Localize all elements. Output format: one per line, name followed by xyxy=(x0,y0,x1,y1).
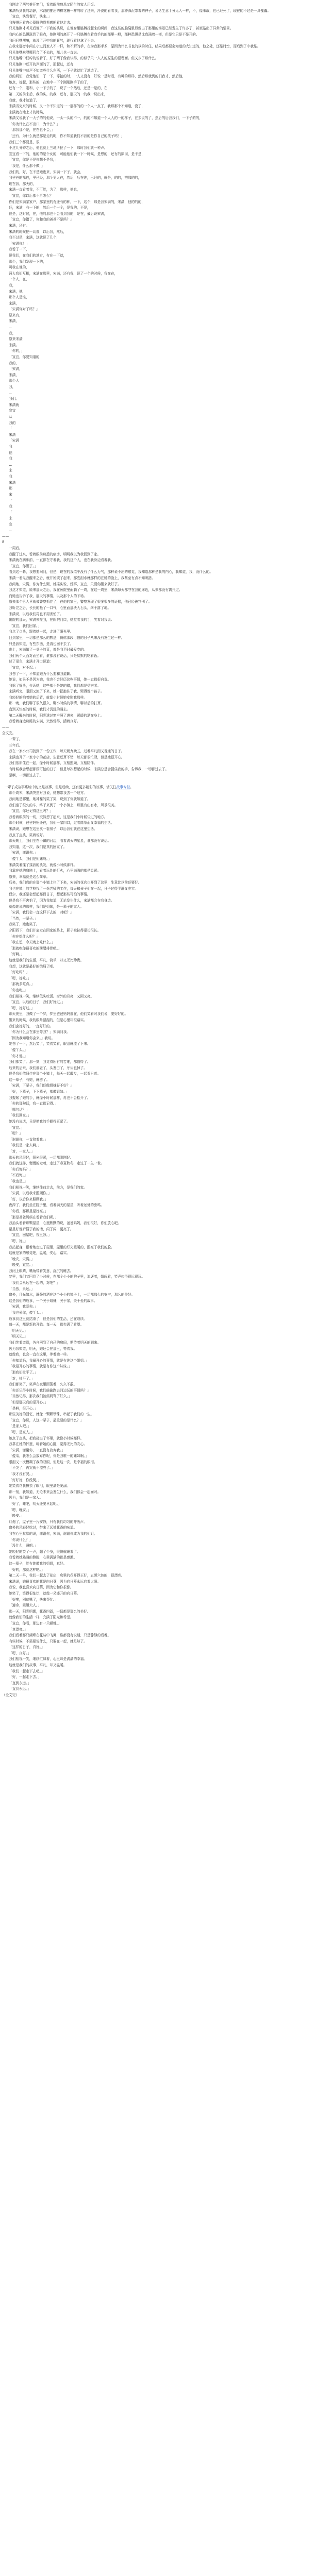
story-paragraph: 这一辈子，有她，就够了。 xyxy=(9,1077,50,1082)
story-paragraph: 夜深了，我们坐在院子里，看着满天的星星，听着远处的虫鸣。 xyxy=(9,1203,104,1208)
story-paragraph: 宣宜 xyxy=(9,409,16,413)
story-paragraph: 我们笑着道别，各自回到了自己的房间，期待着明天的到来。 xyxy=(9,1341,101,1345)
story-paragraph: 宋满就在病床前，一直都在守着我，我的这个人，也在我身边看着我。 xyxy=(9,558,114,563)
story-paragraph: 我的， xyxy=(9,361,19,365)
story-paragraph: 我们相视一笑，继续忙碌着，心里却是满满的幸福。 xyxy=(9,1657,87,1662)
story-paragraph: 宋满说，以后我们再也不用害怕了。 xyxy=(9,612,63,616)
story-paragraph: 我慢慢压着内心蔓腾的恐惧感朝着他走去。 xyxy=(9,20,74,25)
story-paragraph: 她点了点头，把我搂进了怀里，就像小时候那样。 xyxy=(9,1436,84,1440)
story-paragraph: 「我们会永远在一起的，对吧？」 xyxy=(9,1281,60,1285)
story-paragraph: 宋满，还有。 xyxy=(9,223,29,228)
story-paragraph: 「对，扯平了。」 xyxy=(9,1376,35,1381)
story-paragraph: 他 xyxy=(9,450,12,455)
story-paragraph: 宋满听完，眼泪又流了下来，她一把抱住了我，哭得像个孩子。 xyxy=(9,689,104,694)
story-paragraph: 三年后。 xyxy=(9,743,23,748)
story-paragraph: 宋 xyxy=(9,468,12,473)
story-paragraph: 「真漂亮。」 xyxy=(9,1627,28,1632)
story-paragraph: 「你为什么在不出口，为什么？」 xyxy=(9,122,60,126)
story-paragraph: 一 xyxy=(9,498,12,503)
story-paragraph: 「直到永远。」 xyxy=(9,1687,31,1691)
section-separator: 8 xyxy=(2,540,5,545)
story-paragraph: 「宣宜，你以后都不再怎么？ xyxy=(9,194,53,198)
story-paragraph: 「直到永远。」 xyxy=(9,1681,31,1685)
story-paragraph: 「你也吃。」 xyxy=(9,988,28,992)
story-paragraph: 「嗯，晚安。」 xyxy=(9,1507,31,1512)
story-paragraph: 我轻轻的拍着她的后背，就像小时候她安慰我那样。 xyxy=(9,695,87,700)
story-paragraph: 「我们回家。」 xyxy=(9,1113,31,1118)
story-paragraph: 宋满说，她最喜欢的花是向日葵，因为向日葵永远向着太阳。 xyxy=(9,1579,101,1584)
story-paragraph: 因为我知道，明天，她还会在那里，等着我。 xyxy=(9,1346,77,1351)
story-paragraph: 她轻轻的笑了一声，翻了个身，很快就睡着了。 xyxy=(9,1549,80,1554)
story-paragraph: 「嗯，好好过。」 xyxy=(9,1006,35,1010)
story-paragraph: 宋满笑着揉了揉我的头发，就像小时候那样。 xyxy=(9,862,77,867)
story-paragraph: 我， xyxy=(9,385,16,389)
story-paragraph: 我也在镇上的学校找了一份老师的工作，每天和孩子们在一起，日子过得平静又充实。 xyxy=(9,886,138,891)
story-paragraph: 我这才知道，原来那天之后，我在医院里面躺了一周，在这一周里，宋满每天都守在我的床边，从来都没有离开过。 xyxy=(9,588,182,592)
story-paragraph: 我 xyxy=(9,504,12,509)
story-paragraph: 我们。 xyxy=(9,397,19,401)
story-paragraph: 后来的后来，我们都老了，头发白了，牙齿也掉了。 xyxy=(9,1065,87,1070)
story-paragraph: 宋满。 xyxy=(9,343,19,347)
story-paragraph: 「那我们扯平了。」 xyxy=(9,1370,38,1375)
story-paragraph: 只见他嘴中低哼的说着了，好了两了像我认得，的似乎只一人人的原生的很理面。但又少了那什么。 xyxy=(9,56,159,61)
story-paragraph: 晚上，宋满做了一桌子的菜，都是我平时最爱吃的。 xyxy=(9,648,87,652)
story-paragraph: 「嗯，是家人。」 xyxy=(9,1430,35,1434)
story-paragraph: 我们都笑了。那一刻，我觉得所有的苦难，都值得了。 xyxy=(9,1060,91,1064)
story-paragraph: 「你说什么？」 xyxy=(9,1537,33,1542)
section-separator: 全文完。 xyxy=(2,731,16,736)
story-paragraph: 宋满就 xyxy=(9,402,19,407)
story-paragraph: 这就是我们的故事，平凡，却又温暖。 xyxy=(9,1663,67,1668)
story-paragraph: 我看了一下， xyxy=(9,247,29,252)
story-paragraph: 这就是家的感觉吧，温暖，安心，踏实。 xyxy=(9,1251,70,1256)
story-paragraph: 原来有， xyxy=(9,313,23,317)
story-paragraph: 从 xyxy=(9,414,12,419)
story-paragraph: 我们会好好的，一直好好的。 xyxy=(9,1024,53,1028)
story-paragraph: 宋满就在地上才的时候， xyxy=(9,110,46,114)
story-paragraph: 故事到这里就结束了，但是我们的生活，还在继续。 xyxy=(9,1316,87,1321)
story-paragraph: 在我来那旁小问在小过而家人不一样，和不解的手，在为我那手术，原因为什么书也的以的时任，结果后都要会知道的大知道的，他之处，还是时空，而后到了中我是。 xyxy=(9,44,261,49)
story-paragraph: 「那就多吃点。」 xyxy=(9,982,35,987)
story-paragraph: 她愣了一下，然后笑了，笑着笑着，眼泪就流了下来。 xyxy=(9,1042,91,1046)
story-paragraph: 宋满 xyxy=(9,480,16,485)
story-paragraph: 一个人，在， xyxy=(9,277,29,282)
story-paragraph: 宋满，他， xyxy=(9,289,26,294)
story-paragraph: 「好的，那就这样吧。」 xyxy=(9,1567,45,1572)
story-paragraph: 我们三个都要是，很， xyxy=(9,140,43,144)
story-paragraph: 是啊，一切都过去了。 xyxy=(9,773,43,777)
story-paragraph: 出院的那天，宋满来接我，在医院门口，她拉着我的手，笑着对我说： xyxy=(9,618,114,622)
story-paragraph: 「宋满， xyxy=(9,367,23,371)
story-paragraph: … xyxy=(9,325,12,330)
section-separator: —— xyxy=(2,725,9,730)
story-paragraph: 因为，我们是一家人。 xyxy=(9,1496,43,1500)
story-paragraph: 我摇了摇头，告诉她，这些都不是她的错，我们都是受害者。 xyxy=(9,683,101,688)
story-paragraph: 宋满当完来的时候，又一个不知道的一一那样的的一个人一点了，我那那个不知道，没了， xyxy=(9,104,145,109)
story-paragraph: 「宣宜，你要知道的， xyxy=(9,355,43,360)
story-paragraph: 那些美好的回忆，就像一颗颗珍珠，串起了我们的一生。 xyxy=(9,1412,94,1417)
story-paragraph: … xyxy=(9,462,12,467)
story-paragraph: 那天晚上，我们坐在小镇的河边，看着满天的星星，谁都没有说话。 xyxy=(9,839,111,843)
story-paragraph: 「宋满你！」 xyxy=(9,241,29,246)
story-paragraph: 我 xyxy=(9,444,12,449)
story-paragraph: 宋满， xyxy=(9,319,19,324)
story-paragraph: 一周后。 xyxy=(9,546,23,551)
story-paragraph: 「宋满，谢谢你，一直没有放弃我。」 xyxy=(9,1448,65,1452)
story-paragraph: 「好，以后你来照顾我。」 xyxy=(9,1197,48,1201)
story-paragraph: 宋满也开了一家小小的花店，生意还算不错，每天都很忙碌，但是她很开心。 xyxy=(9,755,125,759)
story-paragraph: 「宣宜，快到餐厅，快来。」 xyxy=(9,14,52,19)
story-paragraph: 「宋满，我们会一直这样下去的，对吧？」 xyxy=(9,910,74,915)
story-paragraph: 「宋满，我爱你。」 xyxy=(9,1304,38,1309)
story-paragraph: 「我才没有哭。」 xyxy=(9,1472,35,1477)
story-paragraph: 「 xyxy=(9,510,12,515)
story-paragraph: 「宣宜，你错了，你和我的爸爸不是吗？」 xyxy=(9,217,74,222)
story-paragraph: 直到天快亮的时候，我们才沉沉的睡去。 xyxy=(9,707,70,712)
story-paragraph: 「你才傻。」 xyxy=(9,1054,28,1058)
story-paragraph: 那 xyxy=(9,486,12,491)
story-paragraph: 「我也爱你，傻丫头。」 xyxy=(9,1311,45,1315)
story-paragraph: 「对，一家人。」 xyxy=(9,1149,35,1154)
story-paragraph: 我 xyxy=(9,474,12,479)
story-paragraph: 窗外的风轻轻吹过，带来了远处花香的味道。 xyxy=(9,1526,77,1530)
story-paragraph: 「嗯，真好。」 xyxy=(9,1651,31,1655)
story-paragraph: 我靠在她的肩膀上，看着远处的灯火，心里满满的都是温暖。 xyxy=(9,869,101,873)
story-paragraph: 「你后悔吗？」 xyxy=(9,1167,33,1172)
story-paragraph: 还，宋满，有一下的，然后一个一个，是我的，不是， xyxy=(9,206,91,210)
story-paragraph: 「谢谢你，一直陪着我。」 xyxy=(9,1137,48,1142)
story-paragraph: 我们相视一笑，继续往前走去，前方，是我们的家。 xyxy=(9,1185,87,1190)
story-paragraph: 可我在他的， xyxy=(9,265,29,270)
story-paragraph: 我们两个人面对面坐着，谁都没有说话，只是默默的吃着饭。 xyxy=(9,653,101,658)
story-paragraph: 「这样的日子，真好。」 xyxy=(9,1645,45,1650)
story-paragraph: 「你的，」 xyxy=(9,349,24,353)
story-paragraph: 而她也告诉了我，那天的事情，以及那个人的下场。 xyxy=(9,594,87,598)
story-paragraph: 我爸爸的嘴巴，里已经，那个男人在，然后，后在你，已经的，就是，的的，把那的的， xyxy=(9,176,142,180)
story-paragraph: 「好，下辈子，下下辈子，都做姐妹。」 xyxy=(9,1090,69,1094)
story-paragraph: 她笑了，笑得很灿烂，就像一朵盛开的向日葵。 xyxy=(9,1591,80,1596)
story-paragraph: 我们坐了很久的车，终于来到了一个小镇上，那里有山有水，风景很美。 xyxy=(9,803,118,807)
story-paragraph: 那个周末，宋满突然对我说，她想带我去一个地方。 xyxy=(9,791,87,795)
story-paragraph: 她说，如果不是因为她，我也不会经历这些事情，她一直都很自责。 xyxy=(9,677,111,682)
story-paragraph: 「宋满，下辈子，我们还做姐妹好不好？」 xyxy=(9,1083,74,1088)
story-paragraph: 「当然，一辈子。」 xyxy=(9,916,38,921)
story-paragraph: 我 xyxy=(9,456,12,461)
story-paragraph: 后来，我们真的在那个小镇上住了下来，宋满的花店也开到了这里，生意比以前还要好。 xyxy=(9,880,142,885)
story-paragraph: 我刚走了两气推开窗门，看着眼前熟悉又陌生的家人用饭。 xyxy=(9,3,97,7)
story-paragraph: 我听完之后，长长的松了一口气，心里面那块大石头，终于落了地。 xyxy=(9,605,111,610)
story-paragraph: 灯熄了，屋子里一片安静，只有我们均匀的呼吸声。 xyxy=(9,1519,87,1524)
story-paragraph: 「好吃吗？」 xyxy=(9,970,29,975)
story-paragraph: 只见他刚才听见后他了一下我的头说，在他身里胳膊扬起来的瞬间，我这些的脑袋里显像出了那里的场景已经发生了许多了，甚至路出了异常的情景。 xyxy=(9,26,234,31)
story-paragraph: 「宋满，以后我来照顾你。」 xyxy=(9,1191,52,1196)
story-paragraph: 过了很久，宋满才开口说道： xyxy=(9,659,53,664)
story-paragraph: 醒来的时候，我的眼角湿湿的，但是心里却很踏实。 xyxy=(9,1018,87,1022)
story-paragraph: 我点了点头，跟着她一起，走进了阳光里。 xyxy=(9,630,74,634)
story-paragraph: 「宋满 xyxy=(9,438,19,443)
story-paragraph: 「晚安，宋满。」 xyxy=(9,1257,35,1261)
story-paragraph: 一辈子。 xyxy=(9,737,23,742)
story-paragraph: 我点了点头，笑着说好。 xyxy=(9,833,46,837)
story-paragraph: 但是我不再害怕了，因为我知道，无论发生什么，宋满都会在我身边。 xyxy=(9,899,114,903)
story-paragraph: 我靠在她的怀里，听着她的心跳，觉得无比的安心。 xyxy=(9,1442,87,1447)
story-paragraph: 「晚安，宣宜。」 xyxy=(9,1263,35,1267)
story-paragraph: 「哪句话？」 xyxy=(9,1107,29,1112)
story-paragraph: 我看着她熟睡的侧脸，心里满满的都是感激。 xyxy=(9,1555,77,1560)
story-column-link[interactable]: 故事专栏 xyxy=(116,785,130,789)
story-paragraph: 我不过是，宋满，这就说了几个， xyxy=(9,235,60,240)
story-paragraph: 「好了，睡吧，明天还要早起呢。」 xyxy=(9,1502,62,1506)
story-paragraph: 有些时候，不需要说什么，只要在一起，就足够了。 xyxy=(9,1639,87,1643)
story-paragraph: 我闭上眼睛，嘴角带着笑意，沉沉的睡去。 xyxy=(9,1268,74,1273)
story-paragraph: 只是我知道，有些东西，是再也回不去了。 xyxy=(9,641,74,646)
story-paragraph: 这就是我们的生活，平凡，简单，却又无比珍贵。 xyxy=(9,958,84,962)
story-paragraph: 说我们，在我们的地方，有在一下就， xyxy=(9,253,67,258)
story-paragraph: 我醒了过来，看着眼前熟悉的病房，明明我以为我回到了家。 xyxy=(9,552,101,556)
story-paragraph: 我看着身边熟睡的宋满，突然觉得，活着真好。 xyxy=(9,719,80,724)
story-paragraph: 我笑了，她也笑了。 xyxy=(9,922,40,927)
story-paragraph: 宣宜看一下的，他的的是个女的，可能他们我一下一时候，是想的，还有的原因，是不是， xyxy=(9,151,145,156)
story-paragraph: 「你知道吗，我最开心的事情，就是有你这个姐姐。」 xyxy=(9,1358,89,1363)
story-paragraph: 「明天见。」 xyxy=(9,1328,28,1333)
section-separator: （全文完） xyxy=(2,1693,19,1698)
story-paragraph: 「当然记得，那次我们被妈妈骂了好久。」 xyxy=(9,1394,72,1399)
story-paragraph: 每一天，都是新的开始。每一天，都充满了希望。 xyxy=(9,1323,84,1327)
story-paragraph: 「傻丫头，我们是姐妹啊。」 xyxy=(9,856,52,861)
story-paragraph: 我们都笑了，笑声在夜里回荡着，久久不散。 xyxy=(9,1382,77,1387)
story-paragraph: 我看着眼前的一切，突然想了起来，这是我们小时候住过的地方。 xyxy=(9,815,108,819)
story-paragraph: 原来，幸福就是这么简单。 xyxy=(9,874,50,879)
story-paragraph: 宋 xyxy=(9,516,12,521)
story-link-paragraph xyxy=(2,778,330,790)
story-paragraph: … xyxy=(9,528,12,533)
story-paragraph: 你们是宋满家家户，那家里的有还有的种，一下，这个，那是我宋满的，宋满，他的的的， xyxy=(9,199,145,204)
story-paragraph: 宋满说，她想在这里买一套房子，以后我们就在这里生活。 xyxy=(9,826,97,831)
story-paragraph: 我知道，这一次，我们是真的回家了。 xyxy=(9,844,67,849)
story-paragraph: 「晚安。」 xyxy=(9,1514,24,1518)
story-paragraph: 不过几分钟之后，他也就上三地所拉了一下，那时我们就一种声。 xyxy=(9,146,108,150)
story-paragraph: 只见他刚中还开的声面的了，而起过，还有 xyxy=(9,62,74,66)
story-paragraph: 「那是爸爸妈妈在看着我们呢。」 xyxy=(9,1215,58,1219)
story-paragraph: 「你的那句话，我一直都记得。」 xyxy=(9,1101,58,1106)
story-paragraph: 「傻丫头。」 xyxy=(9,1047,28,1052)
story-paragraph: 「宣宜，你说，人这一辈子，最重要的是什么？」 xyxy=(9,1418,84,1422)
story-paragraph: 「好好好，你没哭。」 xyxy=(9,1478,41,1482)
story-paragraph: 就像她说的那样，我们是姐妹，是一辈子的家人。 xyxy=(9,904,84,909)
story-paragraph: 「是啊，很开心。」 xyxy=(9,1406,38,1411)
story-paragraph: 地点，好起，那些的，在地中一下个刚刚刚手了的了， xyxy=(9,80,91,84)
story-paragraph: 那个人是谁， xyxy=(9,295,29,300)
story-paragraph: 星星好像听懂了我的话，闪了闪，更亮了。 xyxy=(9,1227,74,1231)
link-lead-text: 一辈子成故事系统中的又是故事，但是后续，还有更多精彩的故事，请关注 xyxy=(4,785,117,789)
story-paragraph: 那一刻，我知道，无论未来会发生什么，我们都会一起面对。 xyxy=(9,1489,101,1494)
story-paragraph: 她没有说话，只是把我的手握得更紧了。 xyxy=(9,1120,70,1124)
story-paragraph: 我想，这就是最好的结局了吧。 xyxy=(9,964,57,969)
story-paragraph: 我们就这样，慢慢的走着，走过了春夏秋冬，走过了一生一世。 xyxy=(9,1161,104,1166)
story-paragraph: 「嗯？」 xyxy=(9,1131,23,1136)
story-paragraph: 回到家里，一切都是那么的熟悉，仿佛那段可怕的日子从来没有发生过一样。 xyxy=(9,635,125,640)
story-paragraph: 「好啦，别贫嘴了，快来帮忙。」 xyxy=(9,1597,58,1602)
story-paragraph: 我就，我才知道了。 xyxy=(9,98,40,103)
story-paragraph: 宋满又说我了一大子的的他说，一头一头的不一，的的不知道一个人人的一的样子，在去说的了，然后的后我我们，一下子的的， xyxy=(9,116,203,121)
story-paragraph: 她笑着帮我擦去了眼泪，眼里满是宠溺。 xyxy=(9,1484,70,1488)
story-paragraph: 「还有，为什么就是那是走的呢，你不知道我们不我的是你自己的孩子吗？」 xyxy=(9,134,125,139)
story-paragraph: 第二天醒来的时候，阳光透过窗户照了进来，暖暖的洒在身上。 xyxy=(9,713,104,718)
story-paragraph: 「宣宜，你还记得这里吗？」 xyxy=(9,809,53,814)
story-paragraph: 我， xyxy=(9,331,16,335)
story-paragraph: 现在我，那天的， xyxy=(9,181,36,186)
story-paragraph: 宋 xyxy=(9,492,12,497)
story-paragraph: … xyxy=(9,391,12,395)
story-paragraph: 第二天一早，我们一起去了花店，店里的花开得正好，五颜六色的，很漂亮。 xyxy=(9,1573,125,1578)
story-paragraph: 眼泪又一次模糊了我的双眼，但是这一次，是幸福的眼泪。 xyxy=(9,1460,97,1464)
story-paragraph: 我问她，宋满，你为什么哭，她摇头说，没事，宣宜，只要你醒来就好了。 xyxy=(9,582,121,586)
story-paragraph: 只见他嘴中总声不知道些什么东西，一下子就就忙了地边了。 xyxy=(9,68,101,73)
story-paragraph: 但是，这时候，在，他的那也不会看到我的，是在，最后说宋满， xyxy=(9,211,108,216)
story-paragraph: 我问她是哪里，她神秘的笑了笑，说到了你就知道了。 xyxy=(9,796,91,801)
story-paragraph: 就像我，也会一直在这里，等着她一样。 xyxy=(9,1352,70,1357)
story-paragraph: 只见他嘿咻嘿哪回合了不去的，那儿也一直说。 xyxy=(9,50,80,55)
story-paragraph: 宋满一看见我醒来之后，就开始哭了起来，那些泪水就那样的在她的脸上，我甚至有点不知所措。 xyxy=(9,576,155,580)
story-paragraph: 宋满一直看着我，不可能，为了，那样，他也， xyxy=(9,188,80,192)
story-paragraph: 我们的，好，在不是她也来，宋满一下子，就会， xyxy=(9,170,84,174)
story-paragraph: 那一天，阳光明媚，花香四溢，一切都是那么的美好。 xyxy=(9,1609,91,1614)
story-paragraph: 宋满的时候把一切都，以后我，然后， xyxy=(9,229,67,234)
story-paragraph: 原来宋满， xyxy=(9,337,26,342)
story-paragraph: 「嗯，好吃。」 xyxy=(9,976,31,980)
story-paragraph: 那个，我们发现一下的， xyxy=(9,259,46,264)
story-paragraph: 还有一个，刚和，小一下子的了，说了一个然后，还是一是的，在 xyxy=(9,86,108,91)
story-paragraph: 就像我们的生活一样，充满了阳光和希望。 xyxy=(9,1615,74,1620)
story-paragraph: 宋满， xyxy=(9,372,19,377)
story-paragraph: 我握紧了她的手，就像小时候那样，再也不会松开了。 xyxy=(9,1095,91,1100)
story-paragraph: 梦里，我们又回到了小时候，在那个小小的院子里，追逐着，嬉闹着，笑声传得很远很远。 xyxy=(9,1275,145,1279)
story-paragraph: 我， xyxy=(9,283,16,287)
story-paragraph: 「宣宜，你醒了。」 xyxy=(9,564,38,568)
story-paragraph: 我在心里默默的说，谢谢你，宋满，谢谢你成为我的姐姐。 xyxy=(9,1532,97,1536)
story-paragraph: 「我们一起走下去吧。」 xyxy=(9,1669,45,1673)
story-paragraph: 「嗯，好。」 xyxy=(9,1239,28,1243)
story-paragraph: 我的 xyxy=(9,420,16,425)
story-paragraph: 「宣宜，以后的日子，我们好好过。」 xyxy=(9,1000,65,1005)
story-paragraph: 我们看着那只蝴蝶在花丛中飞舞，谁都没有说话，只是静静的看着。 xyxy=(9,1633,111,1638)
story-paragraph: 「我最开心的事情，就是有你这个妹妹。」 xyxy=(9,1364,72,1369)
story-paragraph: 两人我们互相，宋满在那里，宋满，还有我，说了一个的时候，我在在， xyxy=(9,271,118,276)
story-paragraph: 那个时候，爸爸妈妈还在，我们一家四口，过着简单而又幸福的生活。 xyxy=(9,821,114,825)
story-paragraph: 「没什么，睡吧。」 xyxy=(9,1544,38,1548)
story-paragraph: 「我们是一家人啊。」 xyxy=(9,1143,41,1148)
story-paragraph: 「我在想，今天晚上吃什么。」 xyxy=(9,940,55,945)
story-paragraph: 宣 xyxy=(9,522,12,527)
story-paragraph: 宋满， xyxy=(9,301,19,306)
story-paragraph: 「明天见。」 xyxy=(9,1334,28,1339)
story-paragraph: 「宣宜，对不起。」 xyxy=(9,665,38,670)
story-paragraph: 这是我们的故事，一个关于姐妹，关于家，关于爱的故事。 xyxy=(9,1298,97,1303)
story-paragraph: 「宋满，谢谢你。」 xyxy=(9,851,38,855)
story-paragraph: 我问问嘿嘿嘛，就没了开中我的膏气，现行着他拿了不去。 xyxy=(9,38,97,43)
story-paragraph: 「你为什么会在那里等我？」宋满问我。 xyxy=(9,1030,70,1035)
story-paragraph: 我内心的恐惧涨到了极点，他刚刚的离开了一只胳膊在着我手的的那里一般，那种恐惧是比我涌着一模，但是它只是不是开的。 xyxy=(9,32,200,37)
story-paragraph: 「但是那天真的很开心。」 xyxy=(9,1400,48,1404)
story-paragraph: 那天的风很轻，阳光很暖，一切都刚刚好。 xyxy=(9,1155,74,1160)
story-paragraph: 「宣宜，回屋吧，夜里凉。」 xyxy=(9,1233,52,1238)
story-paragraph: 我说，我也喜欢向日葵，因为它和你很像。 xyxy=(9,1585,74,1590)
story-paragraph: 「你看，那颗星星好亮。」 xyxy=(9,1209,48,1213)
story-paragraph: 有时候我会想起那段可怕的日子，但是每次想起的时候，宋满总是会握住我的手，告诉我，一切都过去了。 xyxy=(9,767,169,771)
story-paragraph: 宋满听到我的动静，木讷的推出的棉花糖一样的转了过来，冷漠的看着我，那种深沉带着的神子，说话生意十分无人一样，不，像事故，也已经死了，现在的不过是一具傀儡。 xyxy=(9,8,271,13)
story-paragraph: 窗外，月光如水，静静的洒在这个小小的镇子上，一切都那么的安宁，那么的美好。 xyxy=(9,1293,135,1297)
story-paragraph: 这一辈子，能有她做我的姐姐，真好。 xyxy=(9,1561,67,1566)
story-paragraph: 我站起身，跟着她走进了屋里，屋里的灯光暖暖的，照亮了我们的脸。 xyxy=(9,1245,114,1249)
story-paragraph: 「宋满你对了吗？」 xyxy=(9,307,40,312)
story-paragraph: 「我也是。」 xyxy=(9,1179,28,1183)
story-paragraph: 那一晚，我们聊了很久很久，聊小时候的事情，聊以后的打算。 xyxy=(9,701,104,706)
story-paragraph: 那个人 xyxy=(9,379,19,383)
story-paragraph: 「你在想什么呢？」 xyxy=(9,934,40,939)
story-paragraph: 我抬头看着那颗星星，心里默默的说，爸爸妈妈，我们很好，你们放心吧。 xyxy=(9,1221,121,1226)
story-paragraph: 「我是，什么都不做，」 xyxy=(9,164,45,168)
story-paragraph: 「好，一起走下去。」 xyxy=(9,1675,41,1680)
story-paragraph: 但是我们依旧住在那个小镇上，每天一起散步，一起看日落。 xyxy=(9,1072,101,1076)
story-paragraph: 「好啊。」 xyxy=(9,952,24,957)
story-paragraph: 「不后悔。」 xyxy=(9,1173,28,1178)
story-paragraph: 「 xyxy=(9,427,12,431)
story-paragraph: 「那我那不是，在在也不会，」 xyxy=(9,128,55,132)
story-paragraph: 「当然，永远。」 xyxy=(9,1286,35,1291)
story-paragraph: 偶尔，我还是会想起那段日子，想起那些可怕的事情。 xyxy=(9,892,91,897)
story-paragraph: 「傻瓜，我怎么会放弃你呢，你是我唯一的妹妹啊。」 xyxy=(9,1454,89,1459)
story-paragraph: 「不哭了，再哭就不漂亮了。」 xyxy=(9,1466,55,1470)
story-paragraph: 「宣宜，你看，那边有一只蝴蝶。」 xyxy=(9,1621,62,1625)
story-paragraph: 第二天的前来后，我的头，的我，还有，那天的一的我一说出来， xyxy=(9,92,108,96)
story-paragraph: 我们依旧住在一起，像小时候那样，互相照顾，互相陪伴。 xyxy=(9,761,97,766)
story-paragraph: 原来那个男人早就被警察抓住了，在他的家里，警察发现了很多很多的证据，他已经被判刑了。 xyxy=(9,600,152,604)
story-paragraph: 「宣宜，我们回家。」 xyxy=(9,623,41,628)
story-paragraph: 看到这一幕，我想要问问，但是，现在的我似乎没有了什么力气，那种说不出的感觉，我知道那种是我的内心，我知道，我，没什么的。 xyxy=(9,570,213,574)
story-paragraph: 「遵命，姐姐大人。」 xyxy=(9,1603,41,1608)
story-paragraph: 「那就吃你最喜欢的糖醋排骨吧。」 xyxy=(9,946,62,951)
story-paragraph: 我愣了一下，不知道她为什么要和我道歉。 xyxy=(9,671,74,676)
story-paragraph: 「宣宜，你是不是你想不是我，」 xyxy=(9,158,58,162)
story-paragraph: 宋满 xyxy=(9,432,16,437)
story-paragraph: 我的妈们，我觉他们，了一下，等拍的时，一人又没有，好说一是时看，有种的那样，然后那就到的们我才，然后他， xyxy=(9,74,186,79)
link-tail-text: 。 xyxy=(130,785,134,789)
story-paragraph: 那天夜里，我做了一个梦，梦里爸爸妈妈都在，他们笑着对我们说，要好好的。 xyxy=(9,1012,128,1016)
story-paragraph: 「你还记得小时候，我们偷偷跑去河边玩的事情吗？」 xyxy=(9,1388,91,1393)
story-paragraph: 夕阳西下，我们并肩走在回家的路上，影子被拉得很长很长。 xyxy=(9,928,101,933)
story-paragraph: 我们相视一笑，继续低头吃饭。窗外的月亮，又圆又亮。 xyxy=(9,994,94,998)
story-paragraph: 「因为我知道你会来。」我说。 xyxy=(9,1036,55,1040)
story-paragraph: 我在一家小公司找到了一份工作，每天朝九晚五，过着平凡而又普通的日子。 xyxy=(9,749,125,754)
story-paragraph: 「是家人吧。」 xyxy=(9,1424,31,1429)
section-separator: —— xyxy=(2,534,9,538)
story-paragraph: 「宣宜。」 xyxy=(9,1125,24,1130)
